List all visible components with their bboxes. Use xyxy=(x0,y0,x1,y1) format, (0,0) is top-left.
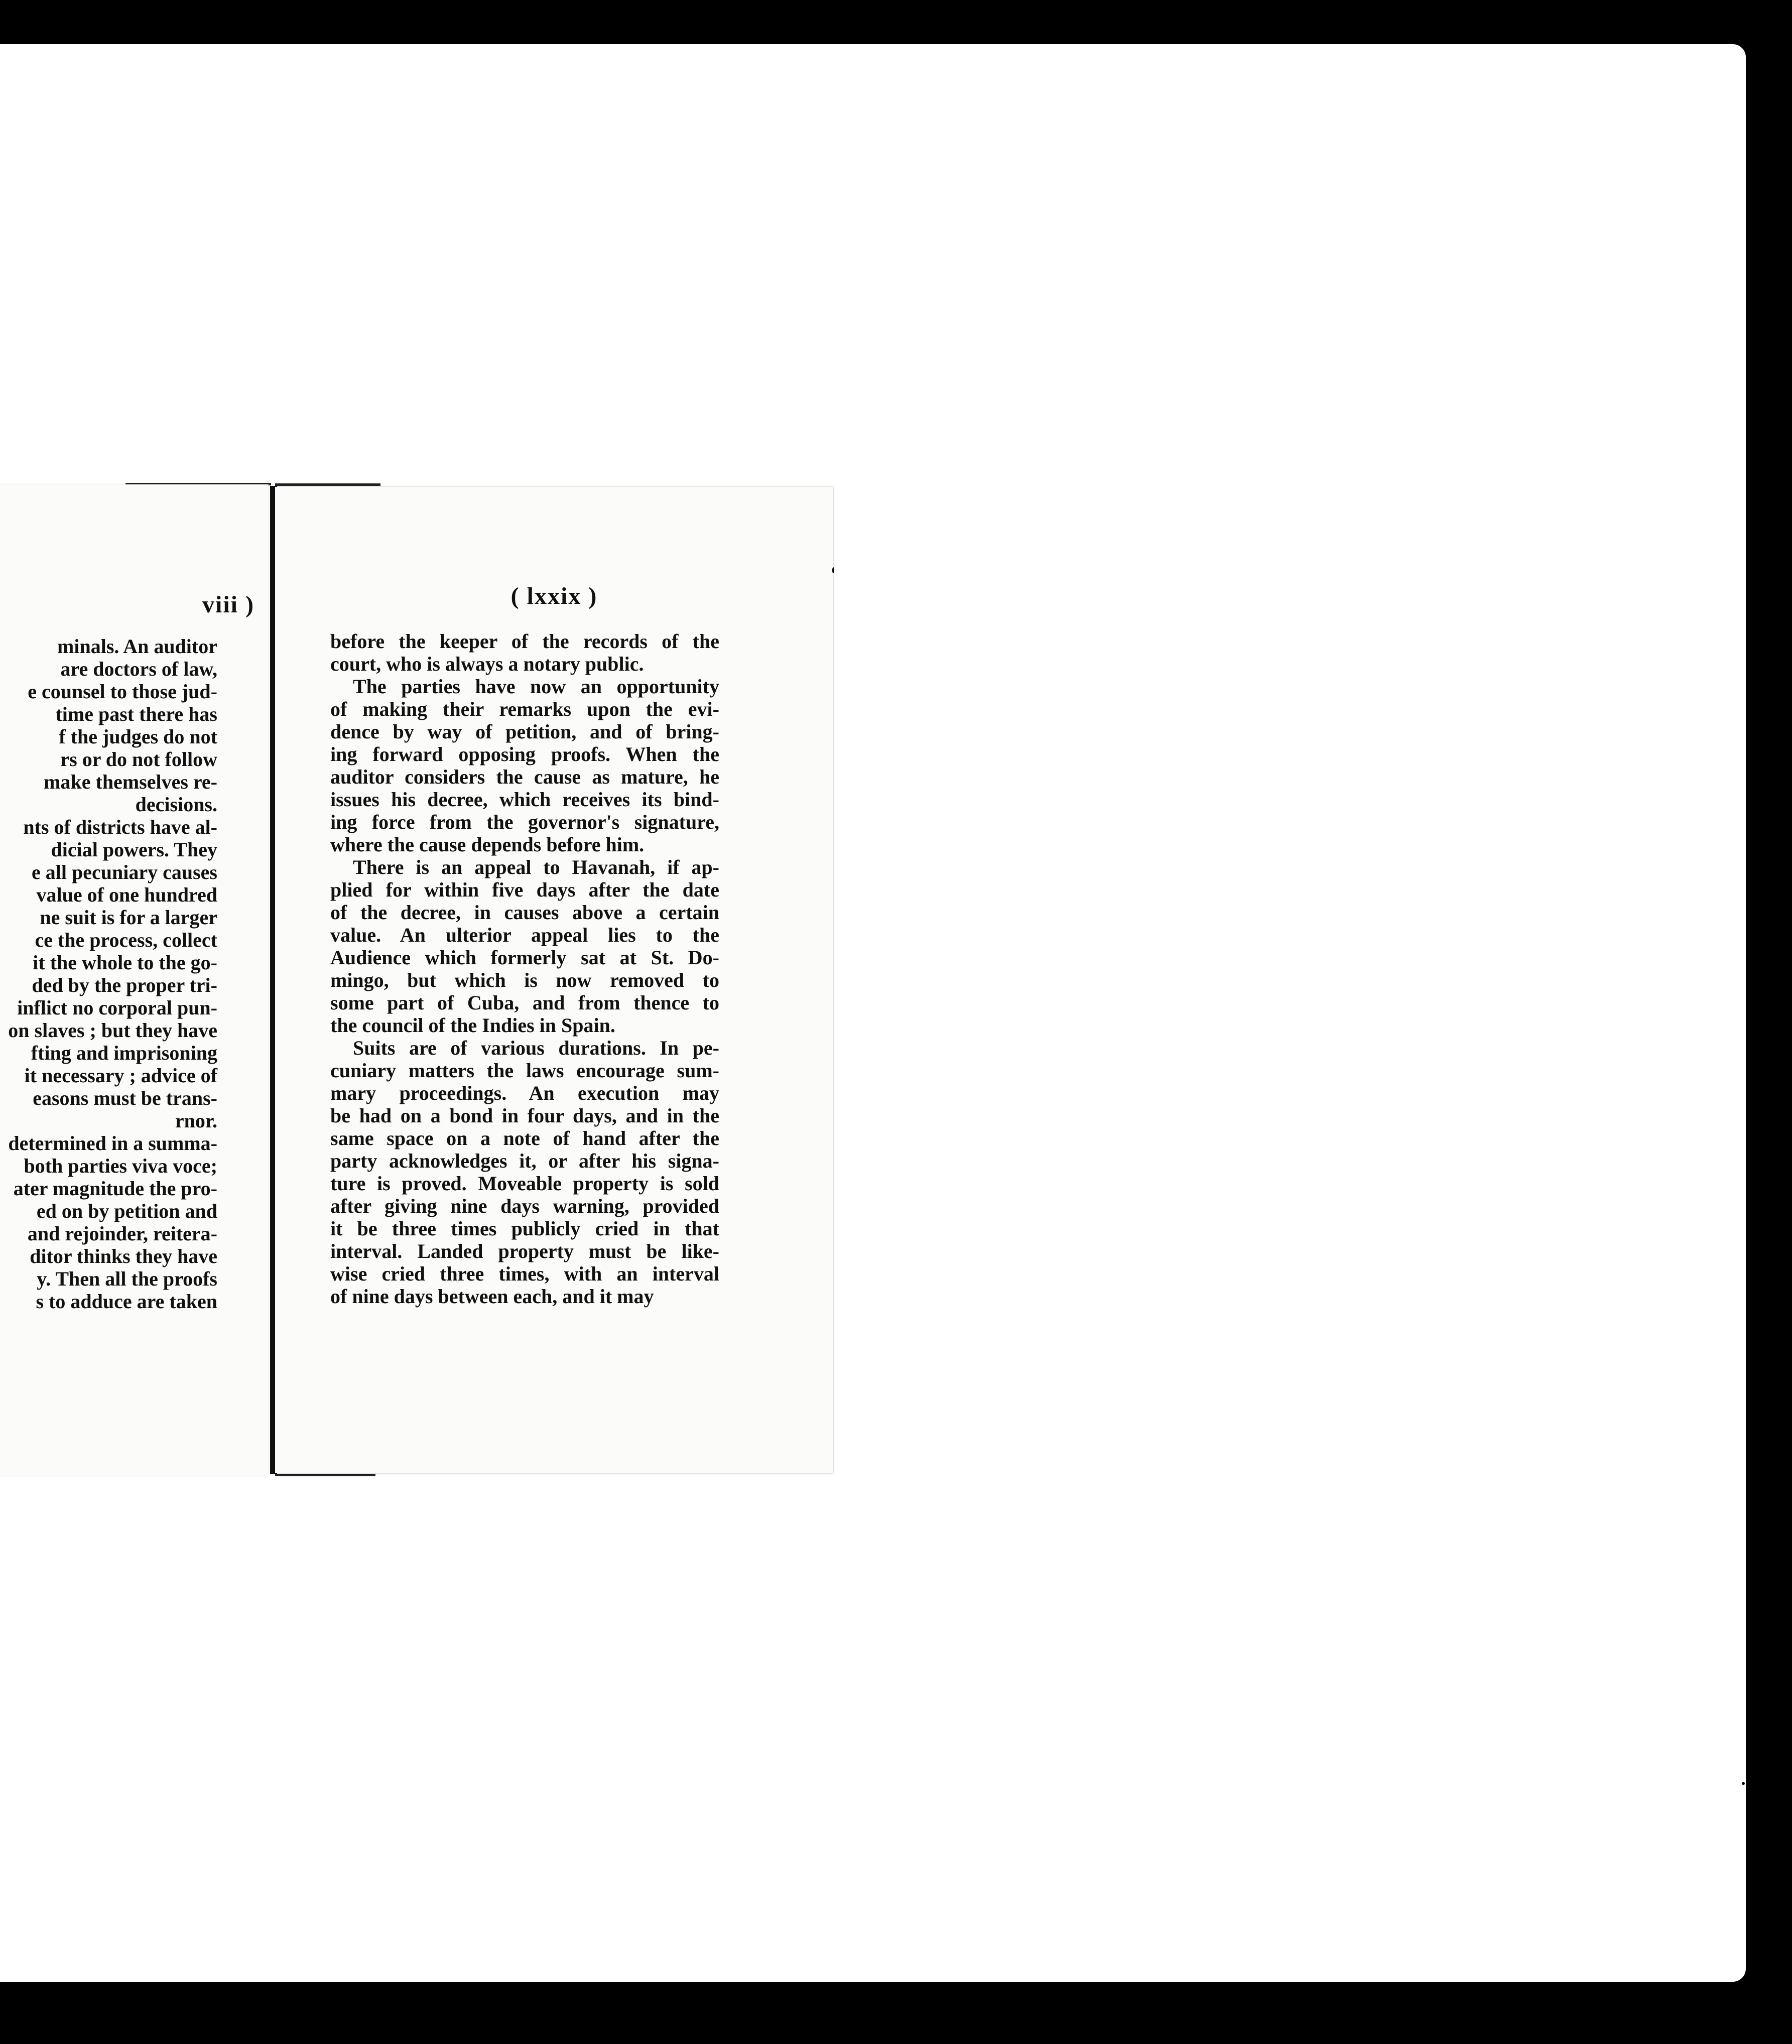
text-line: ater magnitude the pro- xyxy=(13,1177,217,1200)
text-line: be had on a bond in four days, and in the xyxy=(330,1104,719,1127)
text-line: mary proceedings. An execution may xyxy=(330,1082,719,1104)
text-line: the council of the Indies in Spain. xyxy=(330,1014,615,1037)
right-page xyxy=(275,487,833,1473)
text-line: it be three times publicly cried in that xyxy=(330,1217,719,1240)
text-line: There is an appeal to Havanah, if ap- xyxy=(353,856,719,878)
text-line: y. Then all the proofs xyxy=(37,1267,217,1290)
scan-edge-line xyxy=(1753,0,1755,44)
right-page-number: ( lxxix ) xyxy=(510,583,598,609)
text-line: Suits are of various durations. In pe- xyxy=(353,1037,719,1059)
text-line: f the judges do not xyxy=(59,725,217,748)
text-line: ce the process, collect xyxy=(35,929,217,951)
text-line: Audience which formerly sat at St. Do- xyxy=(330,946,719,969)
text-line: plied for within five days after the date xyxy=(330,878,719,901)
text-line: and rejoinder, reitera- xyxy=(27,1222,217,1245)
page-edge-rule xyxy=(275,483,380,486)
text-line: ture is proved. Moveable property is sold xyxy=(330,1172,719,1195)
text-line: determined in a summa- xyxy=(8,1132,217,1155)
text-line: e all pecuniary causes xyxy=(32,861,217,883)
text-line: The parties have now an opportunity xyxy=(353,675,719,698)
text-line: time past there has xyxy=(55,703,217,725)
text-line: rnor. xyxy=(175,1109,217,1132)
text-line: of nine days between each, and it may xyxy=(330,1285,654,1308)
text-line: of making their remarks upon the evi- xyxy=(330,698,719,720)
text-line: some part of Cuba, and from thence to xyxy=(330,991,719,1014)
scan-speck xyxy=(1742,1782,1745,1785)
text-line: after giving nine days warning, provided xyxy=(330,1195,719,1217)
text-line: ing force from the governor's signature, xyxy=(330,811,719,833)
text-line: issues his decree, which receives its bind- xyxy=(330,788,719,811)
text-line: mingo, but which is now removed to xyxy=(330,969,719,991)
text-line: it necessary ; advice of xyxy=(24,1064,217,1087)
text-line: e counsel to those jud- xyxy=(28,680,217,703)
text-line: rs or do not follow xyxy=(60,748,217,771)
text-line: on slaves ; but they have xyxy=(8,1019,217,1042)
text-line: value of one hundred xyxy=(36,883,217,906)
text-line: dicial powers. They xyxy=(51,838,217,861)
text-line: wise cried three times, with an interval xyxy=(330,1262,719,1285)
text-line: of the decree, in causes above a certain xyxy=(330,901,719,924)
scan-speck xyxy=(832,567,834,573)
text-line: dence by way of petition, and of bring- xyxy=(330,720,719,743)
text-line: ded by the proper tri- xyxy=(32,974,217,996)
text-line: it the whole to the go- xyxy=(33,951,217,974)
text-line: minals. An auditor xyxy=(57,635,217,658)
text-line: inflict no corporal pun- xyxy=(17,996,217,1019)
left-page-text xyxy=(8,635,217,1313)
text-line: same space on a note of hand after the xyxy=(330,1127,719,1149)
text-line: cuniary matters the laws encourage sum- xyxy=(330,1059,719,1082)
text-line: auditor considers the cause as mature, he xyxy=(330,765,719,788)
scan-edge-line xyxy=(1753,1983,1755,2044)
text-line: value. An ulterior appeal lies to the xyxy=(330,924,719,946)
text-line: court, who is always a notary public. xyxy=(330,653,644,675)
text-line: where the cause depends before him. xyxy=(330,833,645,856)
text-line: are doctors of law, xyxy=(60,658,217,680)
scan-speck xyxy=(1762,1466,1766,1470)
text-line: decisions. xyxy=(135,793,217,816)
text-line: s to adduce are taken xyxy=(36,1290,217,1313)
text-line: ing forward opposing proofs. When the xyxy=(330,743,719,765)
left-page xyxy=(0,484,269,1476)
text-line: interval. Landed property must be like- xyxy=(330,1240,719,1262)
text-line: before the keeper of the records of the xyxy=(330,630,719,653)
text-line: easons must be trans- xyxy=(33,1087,217,1109)
text-line: make themselves re- xyxy=(44,771,217,793)
text-line: ed on by petition and xyxy=(36,1200,217,1222)
text-line: party acknowledges it, or after his signa- xyxy=(330,1149,719,1172)
left-page-number: viii ) xyxy=(202,591,254,618)
text-line: ditor thinks they have xyxy=(30,1245,217,1267)
text-line: fting and imprisoning xyxy=(31,1042,217,1064)
text-line: ne suit is for a larger xyxy=(40,906,217,929)
text-line: nts of districts have al- xyxy=(23,816,217,838)
right-page-text xyxy=(330,630,719,1308)
page-edge-rule xyxy=(275,1474,375,1476)
text-line: both parties viva voce; xyxy=(24,1155,217,1177)
